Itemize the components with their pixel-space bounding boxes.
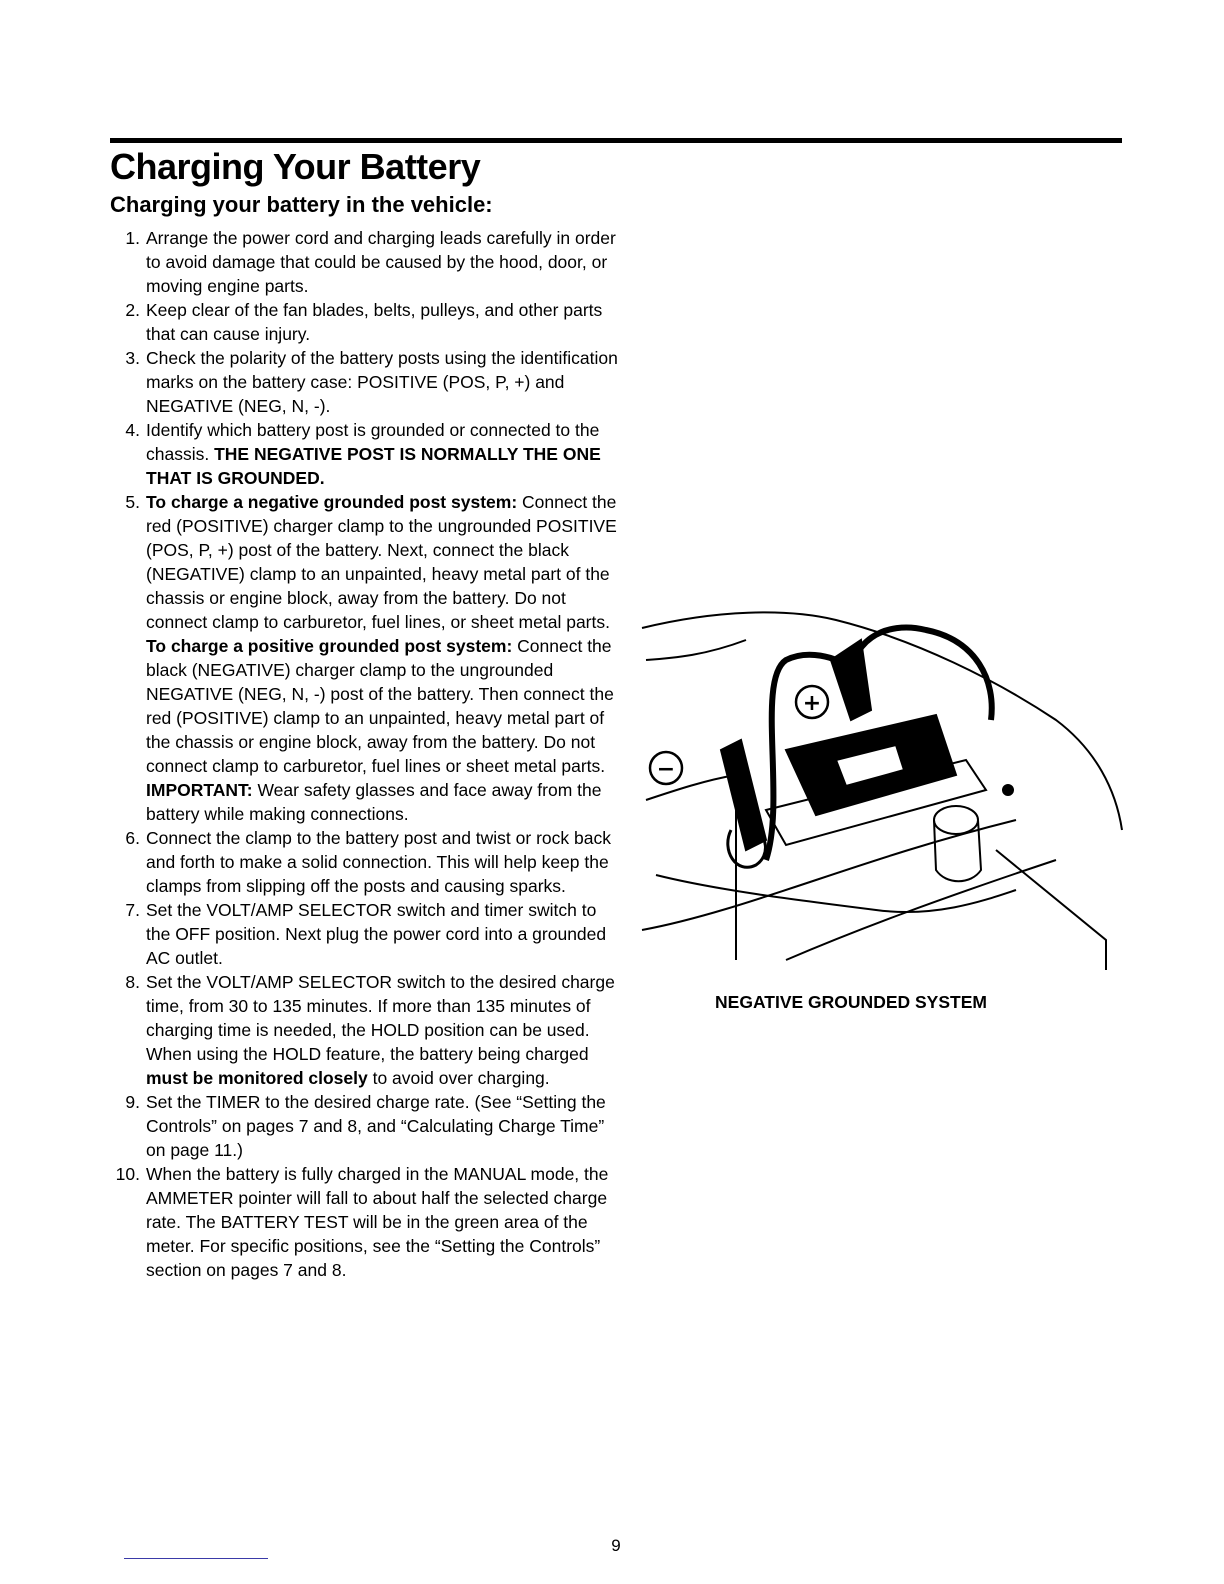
step-number: 10. <box>115 1164 140 1184</box>
step-6 <box>110 826 620 898</box>
figure-caption: NEGATIVE GROUNDED SYSTEM <box>715 992 987 1012</box>
step-number: 4. <box>125 420 140 440</box>
step-4 <box>110 418 620 490</box>
positive-cable <box>851 628 992 721</box>
step-bold-text: must be monitored closely <box>146 1068 368 1088</box>
positive-ground-heading: To charge a positive grounded post system: <box>146 636 513 656</box>
step-text: Keep clear of the fan blades, belts, pulleys, and other parts that can cause injury. <box>146 300 603 344</box>
section-heading: Charging your battery in the vehicle: <box>110 192 493 217</box>
step-number: 9. <box>125 1092 140 1112</box>
step-text: Connect the clamp to the battery post and twist or rock back and forth to make a solid connection. This will help keep the clamps from slipping off the posts and causing sparks. <box>146 828 611 896</box>
step-text: When the battery is fully charged in the MANUAL mode, the AMMETER pointer will fall to about half the selected charge rate. The BATTERY TEST will be in the green area of the meter. For specific positions, see the “Setting the Controls” section on pages 7 and 8. <box>146 1164 609 1280</box>
step-bold-text: THE NEGATIVE POST IS NORMALLY THE ONE THAT IS GROUNDED. <box>146 444 601 488</box>
fender-line <box>646 640 746 660</box>
step-number: 6. <box>125 828 140 848</box>
front-grille-line <box>786 860 1056 960</box>
step-8 <box>110 970 620 1090</box>
step-1 <box>110 226 620 298</box>
page-title: Charging Your Battery <box>110 146 481 187</box>
step-number: 7. <box>125 900 140 920</box>
step-text: Identify which battery post is grounded or connected to the chassis. <box>146 420 600 464</box>
step-text: Check the polarity of the battery posts using the identification marks on the battery case: POSITIVE (POS, P, +) and NEGATIVE (NEG, N, -). <box>146 348 618 416</box>
negative-symbol: − <box>656 757 676 782</box>
step-number: 2. <box>125 300 140 320</box>
negative-ground-heading: To charge a negative grounded post system: <box>146 492 518 512</box>
step-7 <box>110 898 620 970</box>
important-label: IMPORTANT: <box>146 780 253 800</box>
step-text: Set the VOLT/AMP SELECTOR switch to the desired charge time, from 30 to 135 minutes. If more than 135 minutes of charging time is needed, the HOLD position can be used. When using the HOLD feature, the battery being charged <box>146 972 615 1064</box>
important-text: Wear safety glasses and face away from the battery while making connections. <box>146 780 602 824</box>
step-5 <box>110 490 620 826</box>
radiator-line <box>996 850 1106 970</box>
steps-list <box>110 226 620 1282</box>
step-number: 3. <box>125 348 140 368</box>
reservoir-cap <box>934 806 978 834</box>
step-2 <box>110 298 620 346</box>
step-9 <box>110 1090 620 1162</box>
positive-symbol: + <box>802 691 822 716</box>
bottom-mark <box>124 1558 268 1559</box>
bolt-head <box>1003 785 1013 795</box>
step-number: 5. <box>125 492 140 512</box>
step-text-after: to avoid over charging. <box>372 1068 550 1088</box>
step-3 <box>110 346 620 418</box>
step-text: Set the TIMER to the desired charge rate. (See “Setting the Controls” on pages 7 and 8, and “Calculating Charge Time” on page 11.) <box>146 1092 606 1160</box>
step-10 <box>110 1162 620 1282</box>
step-number: 8. <box>125 972 140 992</box>
step-text: Arrange the power cord and charging leads carefully in order to avoid damage that could be caused by the hood, door, or moving engine parts. <box>146 228 616 296</box>
hood-edge-line <box>642 612 1122 830</box>
step-number: 1. <box>125 228 140 248</box>
positive-ground-text: Connect the black (NEGATIVE) charger clamp to the ungrounded NEGATIVE (NEG, N, -) post of the battery. Then connect the red (POSITIVE) clamp to an unpainted, heavy metal part of the chassis or engine block, away from the battery. Do not connect clamp to carburetor, fuel lines or sheet metal parts. <box>146 636 614 776</box>
negative-ground-text: Connect the red (POSITIVE) charger clamp to the ungrounded POSITIVE (POS, P, +) post of the battery. Next, connect the black (NEGATIVE) clamp to an unpainted, heavy metal part of the chassis or engine block, away from the battery. Do not connect clamp to carburetor, fuel lines, or sheet metal parts. <box>146 492 617 632</box>
battery-illustration <box>636 600 1126 975</box>
engine-block-outline <box>646 775 736 960</box>
step-text: Set the VOLT/AMP SELECTOR switch and timer switch to the OFF position. Next plug the power cord into a grounded AC outlet. <box>146 900 607 968</box>
positive-clamp <box>831 640 871 720</box>
chassis-line <box>642 820 1016 930</box>
top-rule <box>110 138 1122 143</box>
page-number: 9 <box>611 1536 621 1555</box>
